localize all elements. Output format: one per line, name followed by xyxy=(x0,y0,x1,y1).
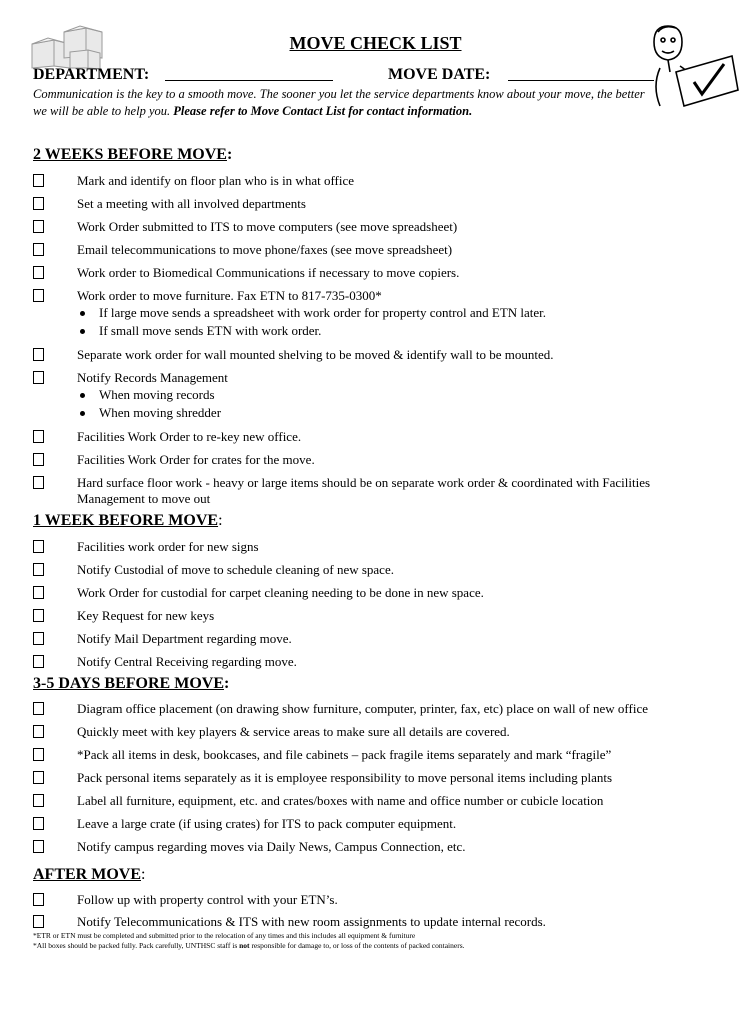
checkbox[interactable] xyxy=(33,748,44,761)
page-title: MOVE CHECK LIST xyxy=(289,33,462,53)
item-text: Work Order for custodial for carpet cleaning needing to be done in new space. xyxy=(77,585,484,600)
checkbox[interactable] xyxy=(33,197,44,210)
checkbox[interactable] xyxy=(33,771,44,784)
item-text: Set a meeting with all involved departments xyxy=(77,196,306,211)
checkbox[interactable] xyxy=(33,289,44,302)
checkbox[interactable] xyxy=(33,243,44,256)
checkbox[interactable] xyxy=(33,794,44,807)
item-text: Separate work order for wall mounted shelving to be moved & identify wall to be mounted. xyxy=(77,347,554,362)
item-text: Quickly meet with key players & service areas to make sure all details are covered. xyxy=(77,724,510,739)
checkbox[interactable] xyxy=(33,840,44,853)
checkbox[interactable] xyxy=(33,371,44,384)
bullet-icon xyxy=(80,393,85,398)
item-text: Work Order submitted to ITS to move computers (see move spreadsheet) xyxy=(77,219,458,234)
item-text: Work order to move furniture. Fax ETN to 817-735-0300* xyxy=(77,288,382,303)
checkbox[interactable] xyxy=(33,220,44,233)
checkbox[interactable] xyxy=(33,632,44,645)
section-heading-after-move xyxy=(33,866,145,884)
move-date-field[interactable] xyxy=(508,80,654,81)
intro-italic: Communication is the key to a smooth move. The sooner you let the service departments know about your move, the better we will be able to help you. xyxy=(33,87,645,118)
item-text: Notify Central Receiving regarding move. xyxy=(77,654,297,669)
section-title: 2 WEEKS BEFORE MOVE xyxy=(33,146,227,163)
intro-bold: Please refer to Move Contact List for contact information. xyxy=(173,104,473,118)
section-title: 1 WEEK BEFORE MOVE xyxy=(33,512,219,529)
item-text: Key Request for new keys xyxy=(77,608,215,623)
item-text: Notify Mail Department regarding move. xyxy=(77,631,292,646)
item-text: Notify Records Management xyxy=(77,370,228,385)
item-text: Mark and identify on floor plan who is in what office xyxy=(77,173,355,188)
bullet-icon xyxy=(80,311,85,316)
item-text: Facilities Work Order for crates for the move. xyxy=(77,452,315,467)
checkbox[interactable] xyxy=(33,540,44,553)
section-title: AFTER MOVE xyxy=(33,866,141,883)
item-text: Follow up with property control with your ETN’s. xyxy=(77,892,338,907)
checkbox[interactable] xyxy=(33,174,44,187)
section-heading-2-weeks xyxy=(33,146,232,164)
item-text: Notify Custodial of move to schedule cleaning of new space. xyxy=(77,562,394,577)
checkbox[interactable] xyxy=(33,655,44,668)
item-text: *Pack all items in desk, bookcases, and file cabinets – pack fragile items separately and mark “fragile” xyxy=(77,747,612,762)
item-text: Notify Telecommunications & ITS with new room assignments to update internal records. xyxy=(77,914,546,929)
move-date-label: MOVE DATE: xyxy=(388,66,491,83)
checkbox[interactable] xyxy=(33,563,44,576)
bullet-text: When moving shredder xyxy=(99,405,222,420)
checkbox[interactable] xyxy=(33,266,44,279)
section-suffix: : xyxy=(141,866,146,883)
checkbox[interactable] xyxy=(33,702,44,715)
item-text: Leave a large crate (if using crates) for ITS to pack computer equipment. xyxy=(77,816,457,831)
bullet-text: If small move sends ETN with work order. xyxy=(99,323,322,338)
section-suffix: : xyxy=(218,512,223,529)
bullet-text: If large move sends a spreadsheet with work order for property control and ETN later. xyxy=(99,305,547,320)
department-field[interactable] xyxy=(165,80,333,81)
footnote-2-bold: not xyxy=(239,941,250,950)
checkbox[interactable] xyxy=(33,817,44,830)
checkbox[interactable] xyxy=(33,476,44,489)
department-label: DEPARTMENT: xyxy=(33,66,150,83)
checkbox[interactable] xyxy=(33,915,44,928)
checkbox[interactable] xyxy=(33,725,44,738)
section-heading-1-week xyxy=(33,512,223,530)
section-suffix: : xyxy=(223,675,230,692)
item-text: Work order to Biomedical Communications if necessary to move copiers. xyxy=(77,265,460,280)
footnote-2 xyxy=(33,941,465,950)
item-text: Hard surface floor work - heavy or large items should be on separate work order & coordinated with Facilities Management to move out xyxy=(77,475,651,506)
footnote-1: *ETR or ETN must be completed and submitted prior to the relocation of any times and this includes all equipment & furniture xyxy=(33,931,416,940)
checkbox[interactable] xyxy=(33,430,44,443)
checkbox[interactable] xyxy=(33,348,44,361)
item-text: Facilities Work Order to re-key new office. xyxy=(77,429,302,444)
footnote-2-pre: *All boxes should be packed fully. Pack carefully, UNTHSC staff is xyxy=(33,941,240,950)
bullet-text: When moving records xyxy=(99,387,215,402)
item-text: Label all furniture, equipment, etc. and crates/boxes with name and office number or cubicle location xyxy=(77,793,604,808)
bullet-icon xyxy=(80,411,85,416)
intro-text xyxy=(33,86,653,120)
item-text: Email telecommunications to move phone/faxes (see move spreadsheet) xyxy=(77,242,453,257)
checkbox[interactable] xyxy=(33,453,44,466)
item-text: Notify campus regarding moves via Daily News, Campus Connection, etc. xyxy=(77,839,466,854)
item-text: Pack personal items separately as it is employee responsibility to move personal items including plants xyxy=(77,770,613,785)
footnote-2-post: responsible for damage to, or loss of the contents of packed containers. xyxy=(249,941,465,950)
section-title: 3-5 DAYS BEFORE MOVE xyxy=(33,675,224,692)
item-text: Diagram office placement (on drawing show furniture, computer, printer, fax, etc) place on wall of new office xyxy=(77,701,648,716)
section-heading-3-5-days xyxy=(33,675,229,693)
checkbox[interactable] xyxy=(33,893,44,906)
bullet-icon xyxy=(80,329,85,334)
checkbox[interactable] xyxy=(33,609,44,622)
item-text: Facilities work order for new signs xyxy=(77,539,259,554)
section-suffix: : xyxy=(226,146,233,163)
checkbox[interactable] xyxy=(33,586,44,599)
